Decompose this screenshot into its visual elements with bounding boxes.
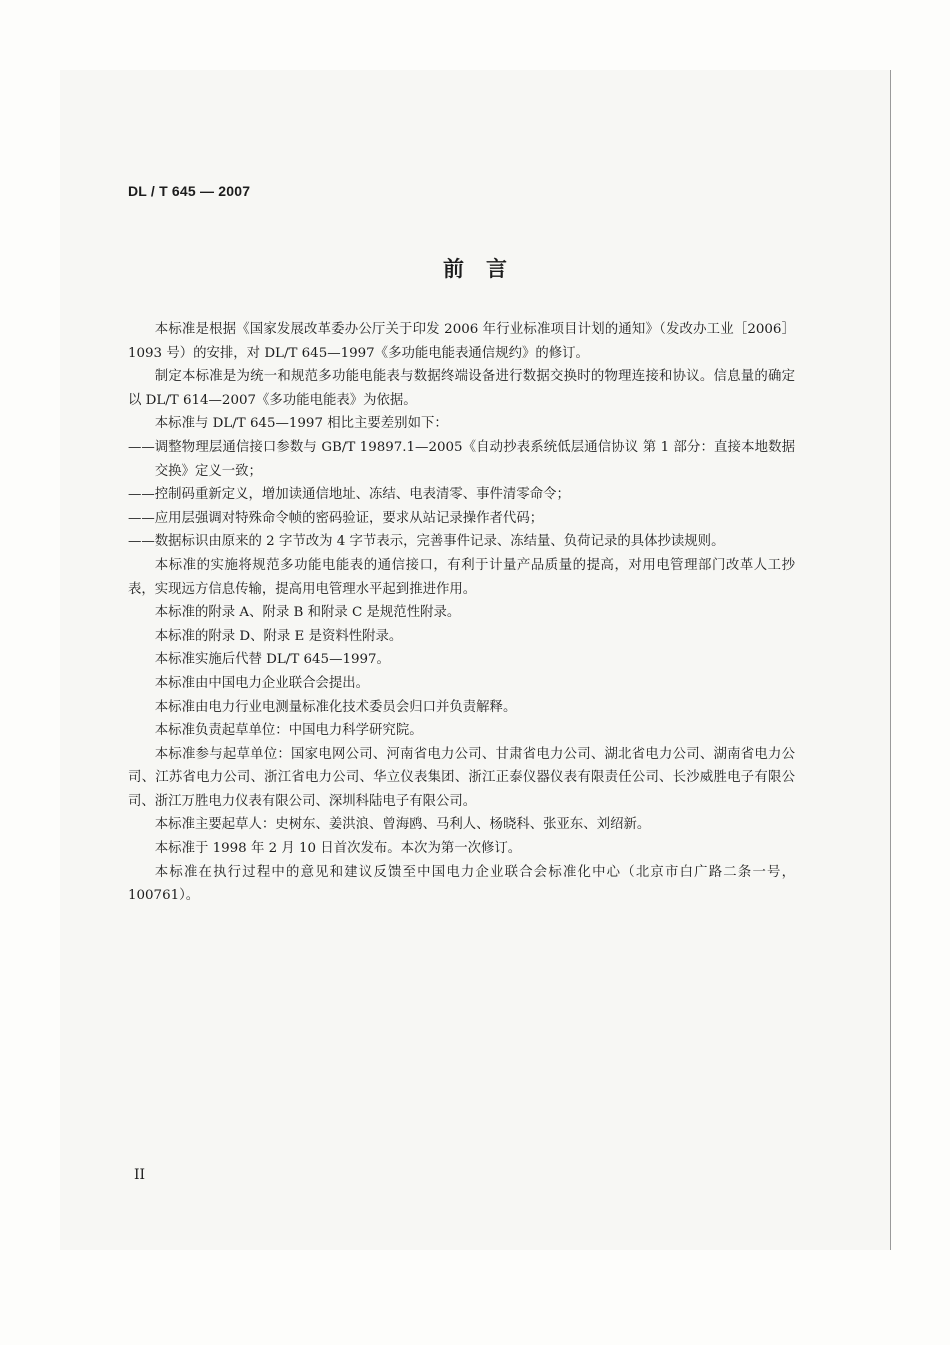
paragraph: 制定本标准是为统一和规范多功能电能表与数据终端设备进行数据交换时的物理连接和协议。信息量的确定以 DL/T 614—2007《多功能电能表》为依据。 (128, 369, 795, 408)
paragraph: 本标准的附录 A、附录 B 和附录 C 是规范性附录。 (154, 605, 461, 621)
page-edge-rule (890, 70, 891, 1250)
list-item (128, 507, 795, 531)
paragraph: 本标准实施后代替 DL/T 645—1997。 (154, 652, 390, 668)
paragraph: 本标准的附录 D、附录 E 是资料性附录。 (154, 628, 403, 644)
list-item-text: 数据标识由原来的 2 字节改为 4 字节表示，完善事件记录、冻结量、负荷记录的具体抄读规则。 (154, 534, 725, 550)
paragraph: 本标准负责起草单位：中国电力科学研究院。 (154, 723, 423, 739)
list-item-text: 应用层强调对特殊命令帧的密码验证，要求从站记录操作者代码； (154, 510, 544, 526)
paragraph: 本标准于 1998 年 2 月 10 日首次发布。本次为第一次修订。 (154, 841, 522, 857)
paragraph: 本标准由电力行业电测量标准化技术委员会归口并负责解释。 (154, 699, 517, 715)
list-dash: —— (128, 487, 155, 503)
list-item (128, 530, 795, 554)
page-number: II (134, 1167, 146, 1183)
paragraph: 本标准在执行过程中的意见和建议反馈至中国电力企业联合会标准化中心（北京市白广路二条一号，100761）。 (128, 864, 795, 904)
paragraph: 本标准的实施将规范多功能电能表的通信接口，有利于计量产品质量的提高，对用电管理部门改革人工抄表，实现远方信息传输，提高用电管理水平起到推进作用。 (128, 557, 795, 597)
list-item-text: 控制码重新定义，增加读通信地址、冻结、电表清零、事件清零命令； (154, 487, 570, 503)
list-dash: —— (128, 534, 155, 550)
list-item (128, 483, 795, 507)
paragraph: 本标准主要起草人：史树东、姜洪浪、曾海鸥、马利人、杨晓科、张亚东、刘绍新。 (154, 817, 651, 833)
document-code: DL / T 645 — 2007 (128, 183, 251, 199)
paragraph: 本标准与 DL/T 645—1997 相比主要差别如下： (154, 416, 448, 432)
list-dash: —— (128, 439, 155, 455)
paragraph: 本标准是根据《国家发展改革委办公厅关于印发 2006 年行业标准项目计划的通知》（发改办工业［2006］1093 号）的安排，对 DL/T 645—1997《多功能电能表通信规约》的修订。 (128, 322, 795, 361)
page-title: 前言 (443, 257, 529, 281)
list-item-text: 调整物理层通信接口参数与 GB/T 19897.1—2005《自动抄表系统低层通信协议 第 1 部分：直接本地数据交换》定义一致； (154, 439, 795, 479)
foreword-body (128, 318, 795, 908)
list-item (128, 436, 795, 483)
paragraph: 本标准参与起草单位：国家电网公司、河南省电力公司、甘肃省电力公司、湖北省电力公司、湖南省电力公司、江苏省电力公司、浙江省电力公司、华立仪表集团、浙江正泰仪器仪表有限责任公司、长沙威胜电子有限公司、浙江万胜电力仪表有限公司、深圳科陆电子有限公司。 (128, 746, 795, 809)
paragraph: 本标准由中国电力企业联合会提出。 (154, 675, 370, 691)
list-dash: —— (128, 510, 155, 526)
